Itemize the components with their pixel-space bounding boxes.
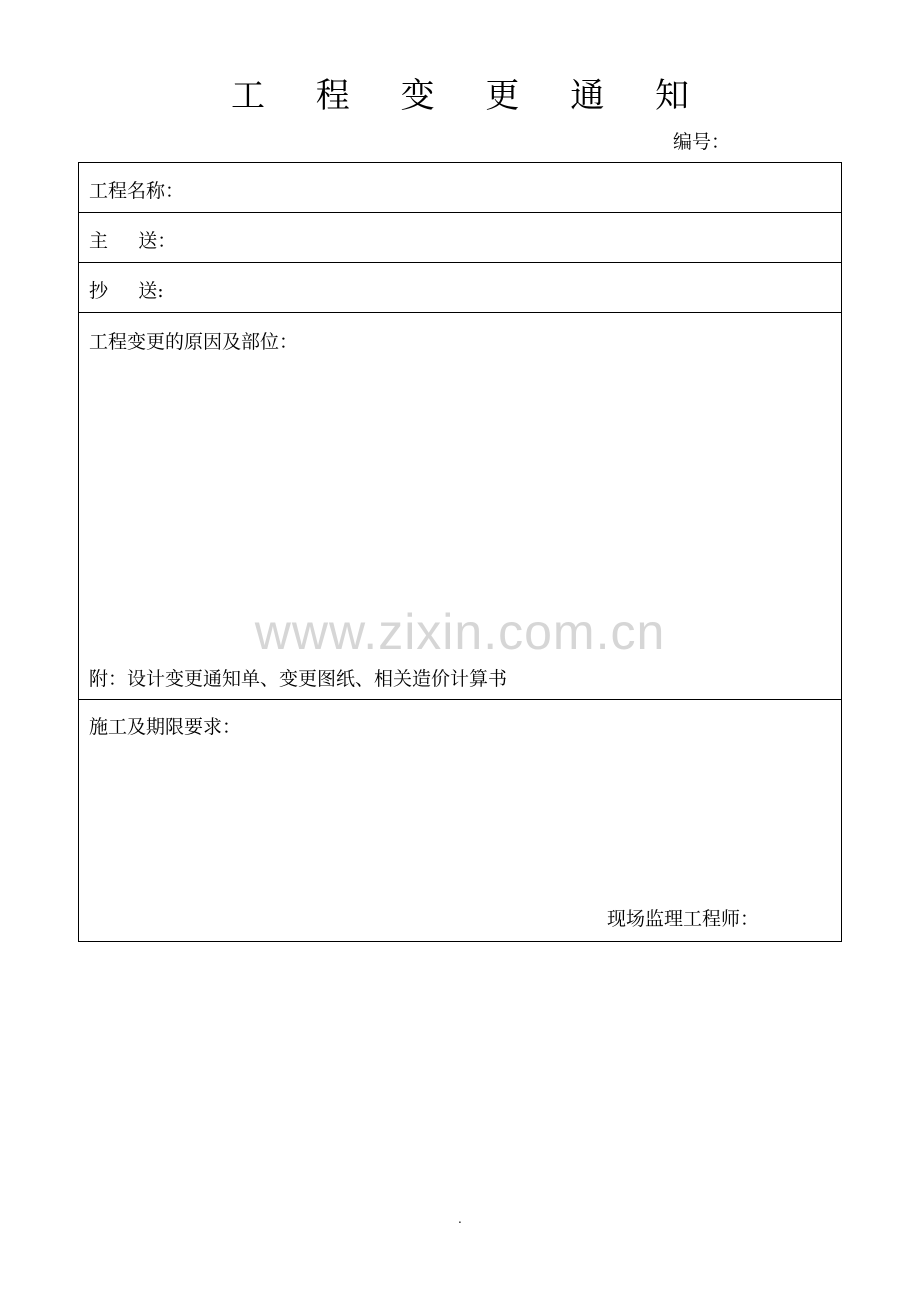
cc-recipient-label: 抄 送:	[89, 280, 164, 302]
project-name-row	[79, 163, 841, 213]
document-title: 工 程 变 更 通 知	[230, 76, 710, 116]
construction-requirements-label: 施工及期限要求：	[89, 716, 242, 738]
page-mark: .	[458, 1212, 462, 1226]
project-name-label: 工程名称：	[89, 180, 185, 202]
main-recipient-row	[79, 213, 841, 263]
watermark: www.zixin.com.cn	[254, 604, 666, 660]
change-reason-label: 工程变更的原因及部位：	[89, 331, 299, 353]
attachments-note: 附：设计变更通知单、变更图纸、相关造价计算书	[89, 668, 508, 690]
change-notice-form	[78, 162, 842, 942]
serial-number-label: 编号：	[673, 131, 731, 153]
construction-requirements-section	[79, 700, 841, 941]
main-recipient-label: 主 送：	[89, 230, 177, 252]
cc-recipient-row	[79, 263, 841, 313]
supervisor-signature-label: 现场监理工程师：	[607, 908, 760, 930]
